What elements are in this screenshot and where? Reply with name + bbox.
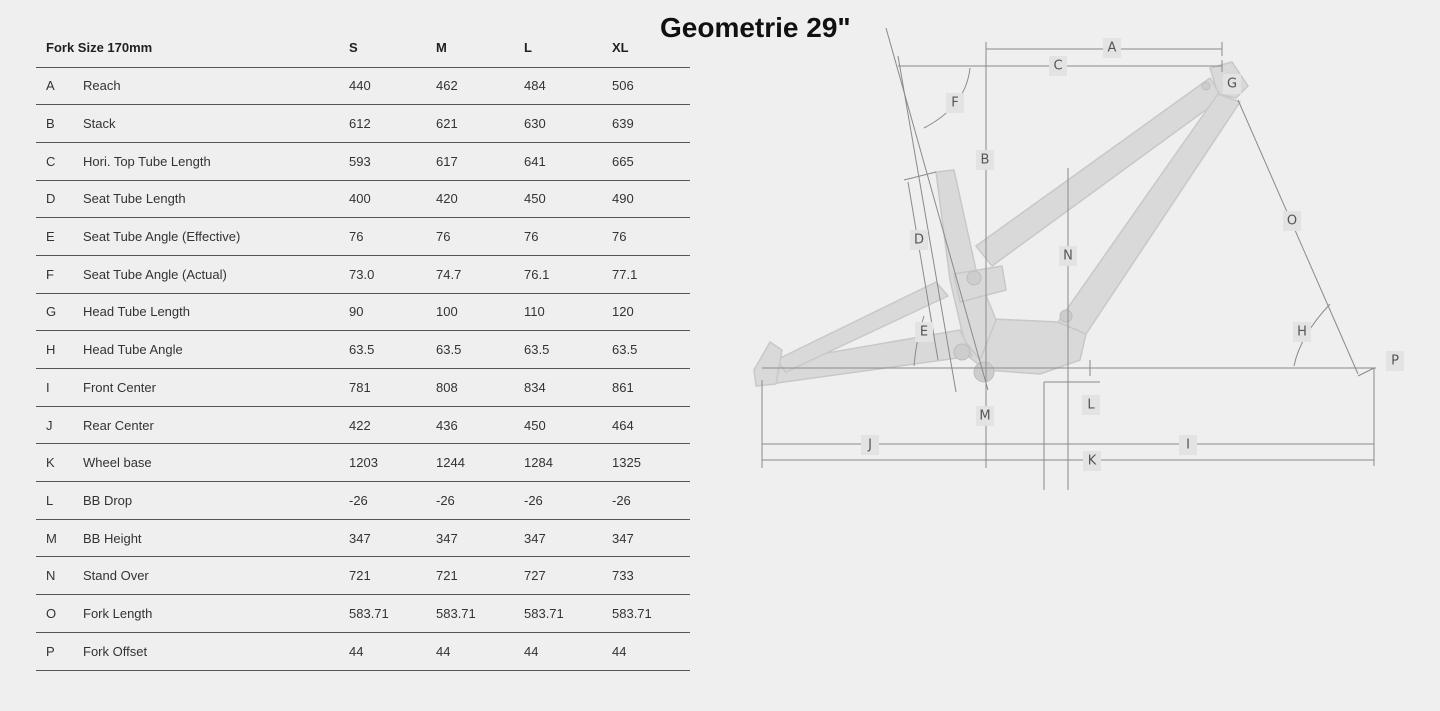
row-value-size-xl: 733 — [610, 557, 690, 595]
dimension-label-g — [1223, 74, 1241, 94]
table-row — [36, 369, 690, 407]
row-measurement-name: Front Center — [83, 369, 347, 407]
row-value-size-m: 76 — [434, 218, 522, 256]
dimension-label-k — [1083, 451, 1101, 471]
row-value-size-s: 583.71 — [347, 595, 434, 633]
dimension-label-text: C — [1053, 58, 1063, 74]
row-value-size-s: 593 — [347, 142, 434, 180]
row-value-size-l: 1284 — [522, 444, 610, 482]
row-value-size-xl: 490 — [610, 180, 690, 218]
dimension-label-e — [915, 322, 933, 342]
row-measurement-name: BB Height — [83, 519, 347, 557]
row-code: O — [36, 595, 83, 633]
row-measurement-name: Fork Offset — [83, 632, 347, 670]
row-measurement-name: Seat Tube Length — [83, 180, 347, 218]
table-row — [36, 67, 690, 105]
dimension-label-n — [1059, 246, 1077, 266]
row-code: K — [36, 444, 83, 482]
row-code: H — [36, 331, 83, 369]
row-value-size-xl: -26 — [610, 482, 690, 520]
row-value-size-m: 621 — [434, 105, 522, 143]
row-value-size-s: 44 — [347, 632, 434, 670]
row-measurement-name: Reach — [83, 67, 347, 105]
size-header-m: M — [434, 29, 522, 67]
row-value-size-l: 484 — [522, 67, 610, 105]
dimension-label-text: M — [979, 408, 991, 424]
row-measurement-name: BB Drop — [83, 482, 347, 520]
row-value-size-l: 630 — [522, 105, 610, 143]
geometry-table — [36, 29, 690, 671]
table-row — [36, 218, 690, 256]
dimension-label-text: G — [1226, 76, 1238, 92]
row-value-size-xl: 639 — [610, 105, 690, 143]
row-value-size-l: 450 — [522, 180, 610, 218]
row-value-size-xl: 44 — [610, 632, 690, 670]
row-code: L — [36, 482, 83, 520]
row-value-size-xl: 464 — [610, 406, 690, 444]
row-value-size-s: 400 — [347, 180, 434, 218]
row-code: A — [36, 67, 83, 105]
row-value-size-l: 727 — [522, 557, 610, 595]
row-value-size-m: 1244 — [434, 444, 522, 482]
row-value-size-m: 617 — [434, 142, 522, 180]
table-row — [36, 142, 690, 180]
row-measurement-name: Seat Tube Angle (Effective) — [83, 218, 347, 256]
row-value-size-m: 100 — [434, 293, 522, 331]
row-value-size-m: 436 — [434, 406, 522, 444]
row-code: C — [36, 142, 83, 180]
row-value-size-m: 347 — [434, 519, 522, 557]
row-code: F — [36, 255, 83, 293]
dimension-label-text: O — [1286, 213, 1298, 229]
row-value-size-m: 808 — [434, 369, 522, 407]
row-value-size-xl: 665 — [610, 142, 690, 180]
row-code: E — [36, 218, 83, 256]
row-measurement-name: Head Tube Angle — [83, 331, 347, 369]
size-header-xl: XL — [610, 29, 690, 67]
row-value-size-m: 721 — [434, 557, 522, 595]
size-header-l: L — [522, 29, 610, 67]
row-value-size-s: 781 — [347, 369, 434, 407]
row-value-size-l: 76 — [522, 218, 610, 256]
bike-frame-illustration — [754, 62, 1248, 386]
table-row — [36, 255, 690, 293]
row-value-size-m: 583.71 — [434, 595, 522, 633]
row-value-size-xl: 347 — [610, 519, 690, 557]
dimension-label-text: J — [868, 437, 872, 453]
row-value-size-xl: 120 — [610, 293, 690, 331]
dimension-label-text: B — [980, 152, 990, 168]
table-row — [36, 406, 690, 444]
row-measurement-name: Fork Length — [83, 595, 347, 633]
dimension-label-text: L — [1087, 397, 1095, 413]
row-code: G — [36, 293, 83, 331]
table-row — [36, 519, 690, 557]
row-value-size-l: 450 — [522, 406, 610, 444]
page-title: Geometrie 29" — [660, 12, 851, 43]
row-value-size-l: 44 — [522, 632, 610, 670]
dimension-label-i — [1179, 435, 1197, 455]
row-value-size-s: -26 — [347, 482, 434, 520]
row-value-size-xl: 77.1 — [610, 255, 690, 293]
row-value-size-l: -26 — [522, 482, 610, 520]
row-value-size-m: 74.7 — [434, 255, 522, 293]
table-row — [36, 105, 690, 143]
row-value-size-m: 420 — [434, 180, 522, 218]
row-value-size-l: 110 — [522, 293, 610, 331]
row-value-size-l: 347 — [522, 519, 610, 557]
dimension-label-text: F — [951, 95, 959, 111]
row-measurement-name: Stack — [83, 105, 347, 143]
row-value-size-l: 641 — [522, 142, 610, 180]
table-row — [36, 444, 690, 482]
row-value-size-s: 1203 — [347, 444, 434, 482]
row-value-size-l: 583.71 — [522, 595, 610, 633]
row-measurement-name: Hori. Top Tube Length — [83, 142, 347, 180]
row-value-size-s: 73.0 — [347, 255, 434, 293]
row-measurement-name: Wheel base — [83, 444, 347, 482]
row-value-size-m: -26 — [434, 482, 522, 520]
row-code: I — [36, 369, 83, 407]
table-row — [36, 180, 690, 218]
dimension-label-text: P — [1391, 353, 1399, 369]
row-measurement-name: Seat Tube Angle (Actual) — [83, 255, 347, 293]
row-value-size-l: 63.5 — [522, 331, 610, 369]
row-value-size-s: 612 — [347, 105, 434, 143]
dimension-label-text: K — [1087, 453, 1097, 469]
table-header-row — [36, 29, 690, 67]
row-value-size-s: 721 — [347, 557, 434, 595]
dimension-label-m — [976, 406, 994, 426]
dimension-label-text: N — [1063, 248, 1073, 264]
row-value-size-l: 834 — [522, 369, 610, 407]
row-code: P — [36, 632, 83, 670]
dimension-label-text: E — [919, 324, 929, 340]
row-value-size-xl: 583.71 — [610, 595, 690, 633]
table-row — [36, 595, 690, 633]
row-measurement-name: Head Tube Length — [83, 293, 347, 331]
table-row — [36, 331, 690, 369]
dimension-label-b — [976, 150, 994, 170]
dimension-label-text: H — [1297, 324, 1307, 340]
row-value-size-m: 44 — [434, 632, 522, 670]
row-code: J — [36, 406, 83, 444]
row-value-size-s: 76 — [347, 218, 434, 256]
row-value-size-m: 63.5 — [434, 331, 522, 369]
dimension-label-a — [1103, 38, 1121, 58]
row-value-size-xl: 76 — [610, 218, 690, 256]
dimension-label-j — [861, 435, 879, 455]
dimension-label-c — [1049, 56, 1067, 76]
dimension-label-f — [946, 93, 964, 113]
fork-size-header: Fork Size 170mm — [36, 29, 347, 67]
row-value-size-s: 347 — [347, 519, 434, 557]
table-row — [36, 293, 690, 331]
dimension-label-text: A — [1107, 40, 1117, 56]
row-code: M — [36, 519, 83, 557]
row-value-size-m: 462 — [434, 67, 522, 105]
dimension-label-text: I — [1186, 437, 1190, 453]
frame-geometry-diagram — [740, 20, 1420, 500]
row-value-size-xl: 63.5 — [610, 331, 690, 369]
row-code: D — [36, 180, 83, 218]
row-value-size-xl: 1325 — [610, 444, 690, 482]
row-value-size-l: 76.1 — [522, 255, 610, 293]
dimension-label-o — [1283, 211, 1301, 231]
row-code: N — [36, 557, 83, 595]
dimension-label-h — [1293, 322, 1311, 342]
row-value-size-s: 90 — [347, 293, 434, 331]
row-value-size-s: 440 — [347, 67, 434, 105]
dimension-label-text: D — [913, 232, 925, 248]
row-value-size-xl: 506 — [610, 67, 690, 105]
row-code: B — [36, 105, 83, 143]
row-measurement-name: Rear Center — [83, 406, 347, 444]
dimension-label-d — [910, 230, 928, 250]
row-value-size-s: 422 — [347, 406, 434, 444]
dimension-label-p — [1386, 351, 1404, 371]
table-row — [36, 482, 690, 520]
table-row — [36, 632, 690, 670]
size-header-s: S — [347, 29, 434, 67]
row-measurement-name: Stand Over — [83, 557, 347, 595]
dimension-label-l — [1082, 395, 1100, 415]
row-value-size-xl: 861 — [610, 369, 690, 407]
row-value-size-s: 63.5 — [347, 331, 434, 369]
table-row — [36, 557, 690, 595]
